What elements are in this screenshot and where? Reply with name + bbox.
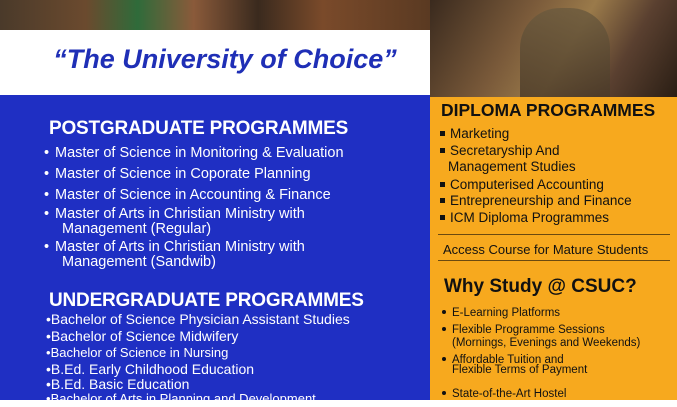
diploma-item: Marketing [440, 126, 509, 142]
ug-item: •Bachelor of Science in Nursing [46, 345, 229, 360]
access-course: Access Course for Mature Students [443, 242, 649, 257]
bullet-icon [442, 327, 446, 331]
divider [438, 234, 670, 235]
bullet-icon [440, 198, 445, 203]
bullet-icon [440, 131, 445, 136]
students-photo [0, 0, 430, 30]
ug-item: •B.Ed. Basic Education [46, 376, 190, 392]
ug-item: •Bachelor of Arts in Planning and Development [46, 391, 316, 406]
pg-item-continuation: Management (Sandwib) [62, 254, 216, 270]
why-study-title: Why Study @ CSUC? [444, 276, 637, 297]
why-item: Flexible Programme Sessions [442, 324, 605, 337]
ug-item: •B.Ed. Early Childhood Education [46, 361, 255, 377]
diploma-item-continuation: Management Studies [448, 159, 576, 174]
postgraduate-title: POSTGRADUATE PROGRAMMES [49, 118, 349, 139]
why-item-continuation: Flexible Terms of Payment [452, 364, 588, 376]
student-figure [520, 8, 610, 97]
slogan: “The University of Choice” [53, 44, 397, 74]
diploma-item: Computerised Accounting [440, 177, 604, 193]
bullet-icon [440, 182, 445, 187]
pg-item: • Master of Science in Accounting & Finance [44, 187, 331, 203]
bullet-icon [442, 391, 446, 395]
pg-item: • Master of Science in Coporate Planning [44, 166, 311, 182]
bullet-icon [442, 310, 446, 314]
diploma-title: DIPLOMA PROGRAMMES [441, 100, 656, 120]
why-item: E-Learning Platforms [442, 307, 560, 320]
undergraduate-title: UNDERGRADUATE PROGRAMMES [49, 290, 364, 311]
diploma-item: Secretaryship And [440, 143, 560, 159]
why-item: Affordable Tuition and [442, 354, 564, 367]
pg-item-continuation: Management (Regular) [62, 221, 212, 237]
why-item-continuation: (Mornings, Evenings and Weekends) [452, 337, 641, 349]
diploma-item: Entrepreneurship and Finance [440, 193, 632, 209]
diploma-item: ICM Diploma Programmes [440, 210, 609, 226]
bullet-icon [442, 357, 446, 361]
ug-item: •Bachelor of Science Midwifery [46, 328, 239, 344]
pg-item: • Master of Science in Monitoring & Evaluation [44, 145, 344, 161]
pg-item: • Master of Arts in Christian Ministry with [44, 206, 305, 222]
bullet-icon [440, 148, 445, 153]
divider [438, 260, 670, 261]
bullet-icon [440, 215, 445, 220]
pg-item: • Master of Arts in Christian Ministry with [44, 239, 305, 255]
why-item: State-of-the-Art Hostel [442, 388, 566, 401]
ug-item: •Bachelor of Science Physician Assistant Studies [46, 311, 350, 327]
